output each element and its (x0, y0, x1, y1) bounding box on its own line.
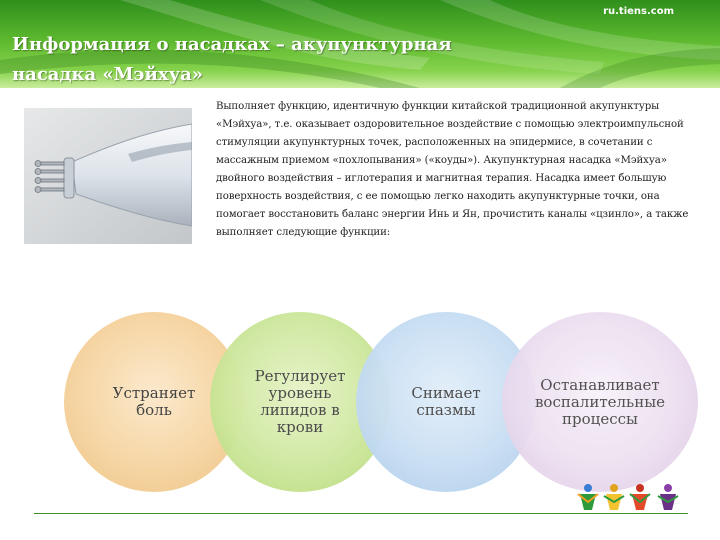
figure-icon (578, 484, 598, 510)
function-circle-inflammation (502, 312, 698, 492)
figure-icon (604, 484, 624, 510)
decorative-figures (576, 482, 686, 514)
figure-icon (658, 484, 678, 510)
header-banner (0, 0, 720, 88)
site-url: ru.tiens.com (603, 6, 674, 17)
functions-diagram (64, 312, 704, 492)
nozzle-description: Выполняет функцию, идентичную функции китайской традиционной акупунктуры «Мэйхуа», т.е. оказывает оздоровительное воздействие с помощью электроимпульсной стимуляции акупунктурных точек, расположенных на эпидермисе, в сочетании с массажным приемом «похлопывания» («коуды»). Акупунктурная насадка «Мэйхуа» двойного воздействия – иглотерапия и магнитная терапия. Насадка имеет большую поверхность воздействия, с ее помощью легко находить акупунктурные точки, она помогает восстановить баланс энергии Инь и Ян, прочистить каналы «цзинло», а также выполняет следующие функции: (216, 101, 689, 238)
page-title: Информация о насадках – акупунктурная насадка «Мэйхуа» (12, 34, 452, 85)
figure-icon (630, 484, 650, 510)
function-label: Регулирует уровень липидов в крови (254, 367, 346, 436)
function-label: Снимает спазмы (411, 384, 481, 419)
function-label: Останавливает воспалительные процессы (534, 375, 666, 428)
function-label: Устраняет боль (112, 384, 196, 419)
acupuncture-nozzle-photo (24, 108, 192, 244)
